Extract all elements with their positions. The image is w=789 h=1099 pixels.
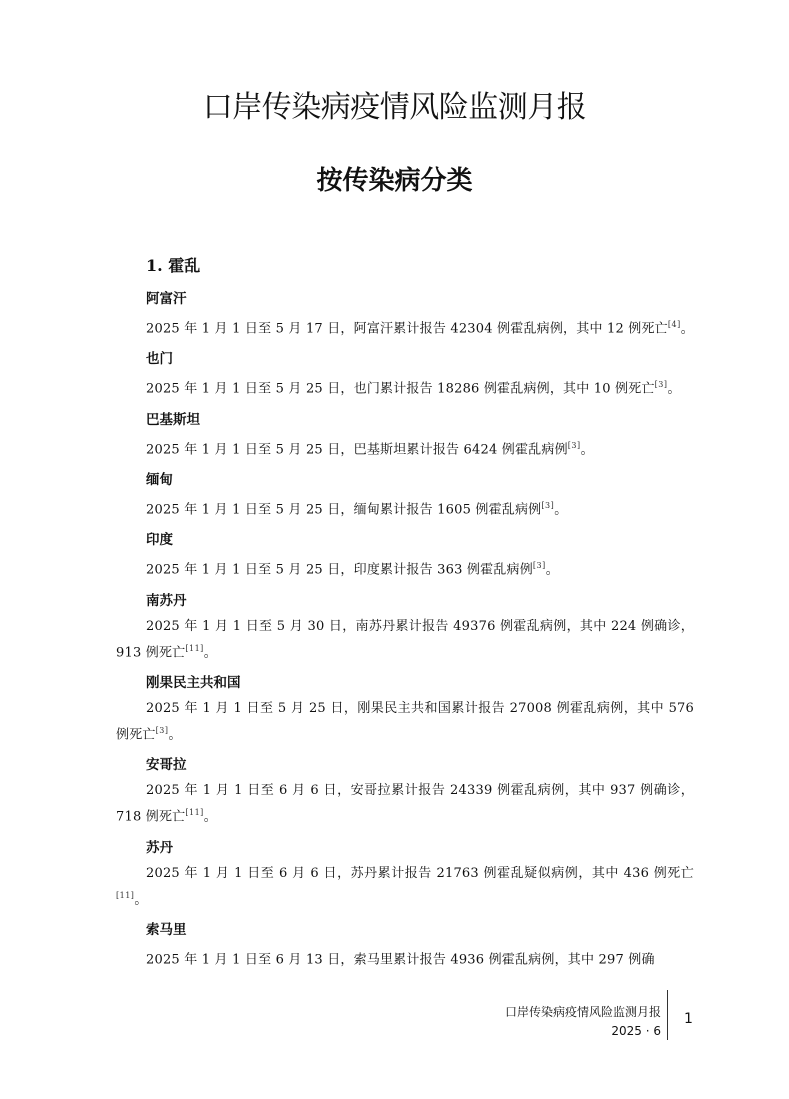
- report-body: 2025 年 1 月 1 日至 6 月 13 日，索马里累计报告 4936 例霍乱病例，其中 297 例确: [146, 952, 655, 968]
- country-report: [116, 588, 694, 664]
- citation-ref: [11]: [116, 890, 135, 900]
- section-title: 按传染病分类: [316, 166, 473, 196]
- country-report: [116, 670, 694, 746]
- report-text: [116, 314, 694, 340]
- country-name: 南苏丹: [146, 592, 187, 609]
- citation-ref: [4]: [667, 320, 681, 329]
- country-report: [116, 752, 694, 828]
- citation-ref: [3]: [155, 725, 169, 735]
- report-text: [116, 495, 694, 521]
- report-body: 2025 年 1 月 1 日至 5 月 25 日，缅甸累计报告 1605 例霍乱病例: [146, 502, 542, 518]
- citation-ref: [11]: [185, 643, 204, 653]
- sentence-end: 。: [667, 381, 681, 397]
- citation-ref: [11]: [185, 808, 204, 818]
- report-text: [116, 780, 694, 828]
- sentence-end: 。: [545, 562, 559, 578]
- country-name: 巴基斯坦: [146, 411, 200, 428]
- country-report: [116, 835, 694, 911]
- citation-ref: [3]: [532, 561, 546, 571]
- report-text: [116, 374, 694, 400]
- footer-journal-name: 口岸传染病疫情风险监测月报: [504, 1005, 661, 1019]
- country-name: 安哥拉: [146, 757, 187, 774]
- country-report-list: [116, 286, 694, 971]
- report-body: 2025 年 1 月 1 日至 5 月 17 日，阿富汗累计报告 42304 例霍乱病例，其中 12 例死亡: [146, 321, 668, 337]
- country-name: 也门: [146, 351, 173, 368]
- sentence-end: 。: [580, 441, 594, 457]
- sentence-end: 。: [203, 809, 217, 825]
- report-body: 2025 年 1 月 1 日至 5 月 30 日，南苏丹累计报告 49376 例霍乱病例，其中 224 例确诊，913 例死亡: [116, 618, 694, 660]
- report-text: [116, 863, 694, 911]
- report-body: 2025 年 1 月 1 日至 5 月 25 日，也门累计报告 18286 例霍乱病例，其中 10 例死亡: [146, 381, 655, 397]
- country-name: 阿富汗: [146, 291, 187, 307]
- report-body: 2025 年 1 月 1 日至 6 月 6 日，安哥拉累计报告 24339 例霍乱病例，其中 937 例确诊，718 例死亡: [116, 783, 694, 825]
- country-report: [116, 467, 694, 521]
- country-name: 缅甸: [146, 471, 173, 488]
- country-name: 索马里: [146, 921, 187, 938]
- report-body: 2025 年 1 月 1 日至 5 月 25 日，刚果民主共和国累计报告 27008 例霍乱病例，其中 576 例死亡: [116, 700, 694, 743]
- citation-ref: [3]: [654, 380, 668, 390]
- report-text: [116, 435, 694, 461]
- main-content: [116, 252, 694, 971]
- sentence-end: 。: [203, 644, 217, 660]
- report-body: 2025 年 1 月 1 日至 6 月 6 日，苏丹累计报告 21763 例霍乱疑似病例，其中 436 例死亡: [146, 865, 694, 881]
- sentence-end: 。: [168, 727, 182, 743]
- citation-ref: [3]: [567, 440, 581, 450]
- report-text: [116, 945, 694, 971]
- report-body: 2025 年 1 月 1 日至 5 月 25 日，印度累计报告 363 例霍乱病例: [146, 562, 533, 578]
- document-title: 口岸传染病疫情风险监测月报: [202, 90, 587, 125]
- report-text: [116, 698, 694, 746]
- country-report: [116, 286, 694, 340]
- report-body: 2025 年 1 月 1 日至 5 月 25 日，巴基斯坦累计报告 6424 例霍乱病例: [146, 441, 568, 457]
- page-number: 1: [684, 1011, 693, 1027]
- country-name: 苏丹: [146, 839, 173, 856]
- country-name: 刚果民主共和国: [146, 674, 241, 691]
- report-text: [116, 616, 694, 664]
- country-name: 印度: [146, 532, 173, 549]
- sentence-end: 。: [680, 321, 694, 337]
- sentence-end: 。: [554, 502, 568, 518]
- footer-journal-info: [505, 1003, 661, 1041]
- footer-divider: [667, 990, 668, 1040]
- disease-heading: 1. 霍乱: [146, 256, 201, 275]
- citation-ref: [3]: [541, 500, 555, 510]
- country-report: [116, 527, 694, 581]
- country-report: [116, 407, 694, 461]
- country-report: [116, 346, 694, 400]
- sentence-end: 。: [134, 891, 148, 907]
- report-text: [116, 555, 694, 581]
- country-report: [116, 917, 694, 971]
- footer-issue: 2025 · 6: [611, 1024, 661, 1038]
